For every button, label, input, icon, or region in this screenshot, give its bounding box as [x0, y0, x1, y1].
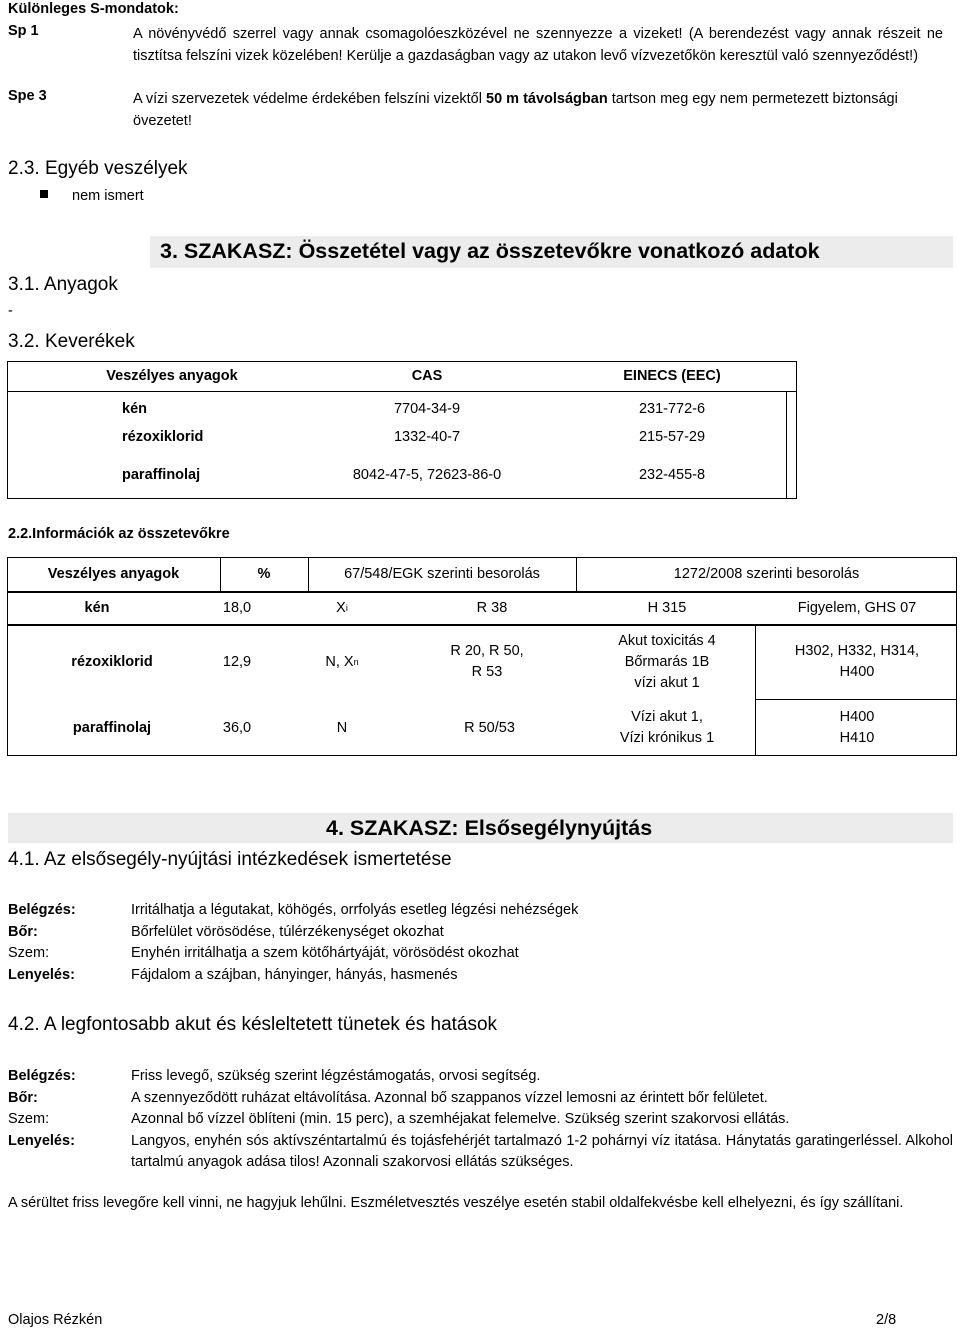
- header-67548: 67/548/EGK szerinti besorolás: [344, 566, 540, 582]
- row-r-phrase: R 20, R 50, R 53: [450, 643, 524, 680]
- s41-list: [8, 900, 953, 986]
- header-percent: %: [257, 566, 271, 582]
- bullet-icon: [40, 190, 48, 198]
- row-cas: 1332-40-7: [393, 428, 461, 445]
- row-einecs: 232-455-8: [638, 466, 706, 483]
- table-row: [7, 397, 797, 421]
- list-item: Belégzés: Irritálhatja a légutakat, köhögés, orrfolyás esetleg légzési nehézségek: [8, 902, 579, 918]
- special-heading: Különleges S-mondatok:: [8, 1, 179, 17]
- list-item: Belégzés: Friss levegő, szükség szerint légzéstámogatás, orvosi segítség.: [8, 1068, 541, 1084]
- row-symbol: N, X n: [325, 653, 359, 670]
- header-einecs: EINECS (EEC): [623, 367, 721, 384]
- classification-table: [7, 557, 957, 756]
- row-class: Akut toxicitás 4 Bőrmarás 1B vízi akut 1: [618, 632, 716, 691]
- row-percent: 12,9: [222, 653, 252, 670]
- row-symbol: X i: [336, 600, 348, 616]
- mixtures-title: 3.2. Keverékek: [8, 331, 135, 352]
- list-item: Bőr: Bőrfelület vörösödése, túlérzékenységet okozhat: [8, 923, 444, 940]
- sp1-code: Sp 1: [8, 23, 39, 39]
- header-cas: CAS: [411, 367, 443, 384]
- list-item: Lenyelés: Langyos, enyhén sós aktívszéntartalmú és tojásfehérjét tartalmazó 1-2 pohárnyi víz itatása. Hánytatás garatingerléssel. Alkohol tartalmú anyagok adása tilos! Azonnali szakorvosi ellátás szükséges.: [8, 1132, 953, 1170]
- footer-author: Olajos Rézkén: [8, 1312, 103, 1328]
- substances-value: -: [8, 303, 13, 319]
- row-cas: 8042-47-5, 72623-86-0: [352, 466, 502, 483]
- sp1-text: A növényvédő szerrel vagy annak csomagolóeszközével ne szennyezze a vizeket! (A berendezést vagy annak részeit ne tisztítsa felszíni vizek közelében! Kerülje a gazdaságban vagy az utakon levő vízvezetőkön keresztül való szennyeződést!): [133, 26, 943, 64]
- row-cas: 7704-34-9: [393, 400, 461, 417]
- section4-banner: [8, 813, 953, 843]
- row-name: rézoxiklorid: [122, 428, 204, 445]
- list-item: Szem: Azonnal bő vízzel öblíteni (min. 15 perc), a szemhéjakat felemelve. Szükség szerint szakorvosi ellátás.: [8, 1111, 790, 1127]
- row-einecs: 231-772-6: [638, 400, 706, 417]
- header-substances: Veszélyes anyagok: [47, 566, 180, 582]
- header-substances: Veszélyes anyagok: [106, 367, 238, 384]
- substances-title: 3.1. Anyagok: [8, 274, 118, 295]
- row-einecs: 215-57-29: [638, 428, 706, 445]
- row-class: Vízi akut 1, Vízi krónikus 1: [619, 709, 715, 746]
- row-h: H302, H332, H314, H400: [794, 643, 920, 680]
- closing-text: A sérültet friss levegőre kell vinni, ne hagyjuk lehűlni. Eszméletvesztés veszélye esetén stabil oldalfekvésbe kell elhelyezni, és így szállítani.: [8, 1195, 904, 1211]
- spe3-code: Spe 3: [8, 88, 47, 104]
- list-item: Lenyelés: Fájdalom a szájban, hányinger, hányás, hasmenés: [8, 966, 458, 983]
- table-row: [7, 425, 797, 449]
- components-table-header: [7, 361, 797, 391]
- row-name: paraffinolaj: [122, 466, 201, 483]
- row-name: rézoxiklorid: [71, 653, 153, 670]
- list-item: Szem: Enyhén irritálhatja a szem kötőhártyáját, vörösödést okozhat: [8, 945, 519, 961]
- row-name: kén: [122, 400, 147, 417]
- section4-banner-title: 4. SZAKASZ: Elsősegélynyújtás: [326, 816, 653, 840]
- row-class: H 315: [647, 600, 687, 616]
- other-hazards-bullet: nem ismert: [72, 188, 144, 204]
- row-symbol: N: [336, 719, 348, 736]
- row-percent: 36,0: [222, 719, 252, 736]
- s42-title: 4.2. A legfontosabb akut és késleltetett tünetek és hatások: [8, 1014, 498, 1035]
- section3-banner-title: 3. SZAKASZ: Összetétel vagy az összetevőkre vonatkozó adatok: [160, 239, 820, 263]
- row-percent: 18,0: [222, 600, 252, 616]
- s41-title: 4.1. Az elsősegély-nyújtási intézkedések ismertetése: [8, 849, 452, 870]
- row-h: Figyelem, GHS 07: [797, 600, 917, 616]
- section3-banner: [150, 236, 953, 268]
- row-r-phrase: R 50/53: [464, 719, 515, 736]
- footer-page: 2/8: [876, 1312, 897, 1328]
- row-name: paraffinolaj: [72, 719, 152, 736]
- s42-list: [8, 1066, 953, 1174]
- other-hazards-title: 2.3. Egyéb veszélyek: [8, 158, 188, 179]
- info-title: 2.2.Információk az összetevőkre: [8, 526, 230, 542]
- spe3-text: A vízi szervezetek védelme érdekében felszíni vizektől 50 m távolságban tartson meg egy nem permetezett biztonsági övezetet!: [133, 91, 898, 129]
- row-r-phrase: R 38: [476, 600, 508, 616]
- header-1272: 1272/2008 szerinti besorolás: [673, 566, 860, 582]
- table-row: [7, 463, 797, 487]
- list-item: Bőr: A szennyeződött ruházat eltávolítása. Azonnal bő szappanos vízzel lemosni az érintett bőr felületet.: [8, 1089, 768, 1106]
- row-name: kén: [84, 600, 110, 616]
- row-h: H400 H410: [839, 709, 875, 746]
